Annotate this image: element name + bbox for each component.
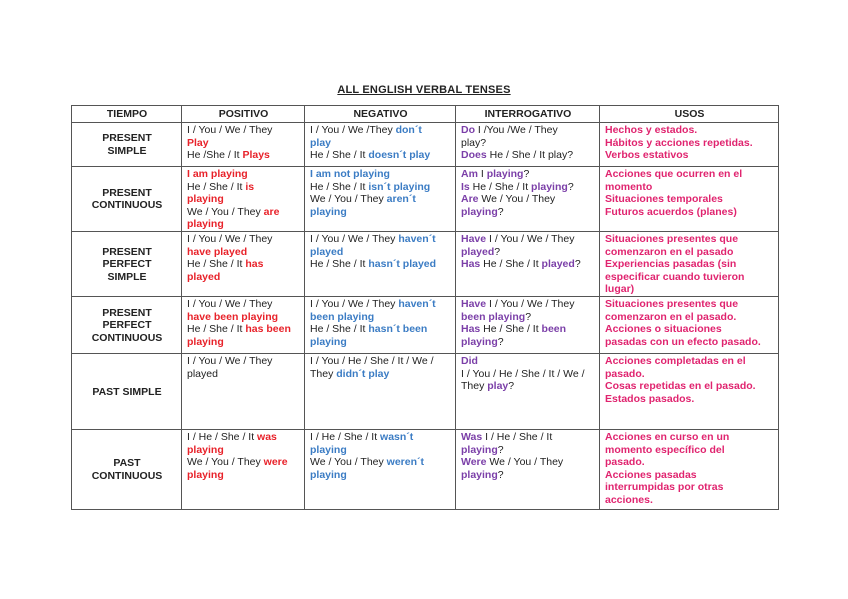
positive-cell <box>182 429 305 509</box>
example-line <box>187 233 300 246</box>
use-line: Acciones completadas en el <box>605 354 746 367</box>
example-text: played <box>541 258 575 271</box>
example-text: ? <box>497 335 504 348</box>
example-text: wasn´t <box>380 430 414 443</box>
example-line <box>187 431 300 444</box>
example-line <box>187 271 300 284</box>
example-line <box>461 456 595 469</box>
example-text: been <box>541 323 567 336</box>
negative-cell <box>305 353 456 429</box>
example-line <box>187 193 300 206</box>
example-text: playing <box>187 218 224 231</box>
example-line <box>187 298 300 311</box>
example-text: I / You / We / They <box>310 297 399 310</box>
example-text: We / You / They <box>310 456 387 469</box>
use-line: comenzaron en el pasado <box>605 245 734 258</box>
example-text: I / You / He / She / It / We / <box>461 367 585 380</box>
example-text: play <box>487 380 509 393</box>
tense-cell <box>72 123 182 167</box>
tense-name-line: PRESENT <box>102 245 152 258</box>
example-text: I / You / He / She / It / We / <box>310 354 434 367</box>
tense-cell <box>72 296 182 353</box>
use-line: Situaciones presentes que <box>605 297 739 310</box>
use-line: Situaciones temporales <box>605 193 723 206</box>
use-line: momento <box>605 180 653 193</box>
example-text: playing <box>461 443 498 456</box>
uses-cell <box>600 429 779 509</box>
example-text: playing <box>187 468 224 481</box>
example-line <box>461 137 595 150</box>
example-text: playing <box>461 205 498 218</box>
example-text: I / He / She / It <box>187 430 258 443</box>
example-text: Was <box>461 430 483 443</box>
negative-cell <box>305 296 456 353</box>
tense-name-line: PERFECT <box>102 258 152 271</box>
example-text: playing <box>461 335 498 348</box>
example-text: Does <box>461 149 487 162</box>
header-interrogativo: INTERROGATIVO <box>456 106 600 123</box>
example-text: hasn´t been <box>368 323 428 336</box>
use-line: pasadas con un efecto pasado. <box>605 335 761 348</box>
example-text: were <box>263 456 288 469</box>
page-title: ALL ENGLISH VERBAL TENSES <box>337 84 511 96</box>
example-text: playing <box>187 193 224 206</box>
tense-name-line: SIMPLE <box>107 145 147 157</box>
use-line: lugar) <box>605 283 635 296</box>
example-text: isn´t playing <box>368 180 431 193</box>
example-line <box>187 181 300 194</box>
use-line: especificar cuando tuvieron <box>605 270 745 283</box>
example-line <box>187 168 300 181</box>
example-text: is <box>245 180 255 193</box>
example-text: hasn´t played <box>368 258 437 271</box>
example-line <box>310 206 451 219</box>
example-line <box>310 469 451 482</box>
example-text: playing <box>531 180 568 193</box>
use-line: Hábitos y acciones repetidas. <box>605 136 753 149</box>
uses-cell <box>600 353 779 429</box>
example-line <box>310 258 451 271</box>
example-text: play? <box>461 136 487 149</box>
example-text: played <box>461 245 495 258</box>
example-text: played <box>187 270 221 283</box>
example-line <box>461 355 595 368</box>
example-text: ? <box>494 245 501 258</box>
example-line <box>187 456 300 469</box>
example-line <box>310 168 451 181</box>
example-line <box>187 149 300 162</box>
example-line <box>310 368 451 381</box>
use-line: Futuros acuerdos (planes) <box>605 205 737 218</box>
example-text: I /You /We / They <box>475 124 558 136</box>
example-text: He / She / It <box>480 323 542 336</box>
example-text: Did <box>461 354 478 367</box>
example-text: ? <box>525 310 532 323</box>
uses-cell <box>600 123 779 167</box>
example-text: I / You / We /They <box>310 124 396 136</box>
example-line <box>310 323 451 336</box>
example-line <box>187 323 300 336</box>
example-line <box>310 181 451 194</box>
positive-cell <box>182 296 305 353</box>
example-text: They <box>461 380 488 393</box>
tense-name-line: CONTINUOUS <box>91 469 163 482</box>
example-line <box>310 336 451 349</box>
example-line <box>310 456 451 469</box>
example-text: He / She / It <box>310 258 369 271</box>
example-text: He / She / It <box>310 323 369 336</box>
use-line: Hechos y estados. <box>605 124 698 136</box>
example-text: I <box>187 168 193 180</box>
example-line <box>461 311 595 324</box>
example-line <box>310 355 451 368</box>
example-line <box>187 469 300 482</box>
header-usos: USOS <box>600 106 779 123</box>
example-text: Has <box>461 323 481 336</box>
use-line: Acciones en curso en un <box>605 430 730 443</box>
negative-cell <box>305 231 456 296</box>
example-line <box>187 444 300 457</box>
tense-name-line: SIMPLE <box>107 270 147 283</box>
use-line: Situaciones presentes que <box>605 232 739 245</box>
example-text: He / She / It <box>187 323 246 336</box>
example-text: Have <box>461 232 487 245</box>
uses-cell <box>600 167 779 232</box>
example-line <box>310 311 451 324</box>
example-text: I / You / We / They <box>486 232 575 245</box>
tense-cell <box>72 353 182 429</box>
example-line <box>461 233 595 246</box>
example-line <box>461 206 595 219</box>
example-text: been playing <box>310 310 375 323</box>
example-line <box>187 336 300 349</box>
example-text: Do <box>461 124 475 136</box>
uses-cell <box>600 296 779 353</box>
example-text: I / He / She / It <box>482 430 553 443</box>
example-text: Plays <box>242 149 270 162</box>
example-line <box>187 246 300 259</box>
use-line: pasado. <box>605 456 645 469</box>
example-line <box>461 168 595 181</box>
use-line: Verbos estativos <box>605 149 689 162</box>
example-line <box>461 124 595 137</box>
header-positivo: POSITIVO <box>182 106 305 123</box>
example-line <box>187 124 300 137</box>
example-text: He / She / It <box>469 180 532 193</box>
example-line <box>461 431 595 444</box>
example-text: Has <box>461 258 481 271</box>
tense-name-line: CONTINUOUS <box>91 199 163 212</box>
example-line <box>310 193 451 206</box>
positive-cell <box>182 167 305 232</box>
use-line: Experiencias pasadas (sin <box>605 258 737 271</box>
example-text: He / She / It <box>187 180 246 193</box>
example-text: We / You / They <box>310 193 387 206</box>
example-line <box>461 149 595 162</box>
tense-name-line: PRESENT <box>102 132 152 145</box>
example-text: playing <box>310 468 347 481</box>
example-text: am playing <box>192 168 248 180</box>
tense-name-line: CONTINUOUS <box>91 331 163 344</box>
table-row <box>72 231 779 296</box>
example-text: playing <box>310 205 347 218</box>
example-text: He / She / It play? <box>486 149 574 162</box>
example-text: I <box>477 168 487 180</box>
example-line <box>310 444 451 457</box>
example-line <box>461 380 595 393</box>
example-text: haven´t <box>398 297 436 310</box>
example-line <box>187 206 300 219</box>
table-row <box>72 123 779 167</box>
example-line <box>187 355 300 368</box>
tense-cell <box>72 167 182 232</box>
tense-cell <box>72 429 182 509</box>
example-text: He /She / It <box>187 149 243 162</box>
example-text: I / You / We / They <box>187 297 273 310</box>
header-tiempo: TIEMPO <box>72 106 182 123</box>
negative-cell <box>305 167 456 232</box>
use-line: Estados pasados. <box>605 392 695 405</box>
example-line <box>461 336 595 349</box>
use-line: pasado. <box>605 367 645 380</box>
example-text: been playing <box>461 310 526 323</box>
example-text: played <box>310 245 344 258</box>
interrogative-cell <box>456 296 600 353</box>
example-line <box>310 246 451 259</box>
example-text: weren´t <box>386 456 425 469</box>
example-text: Am <box>461 168 478 180</box>
header-negativo: NEGATIVO <box>305 106 456 123</box>
example-line <box>461 193 595 206</box>
example-text: playing <box>461 468 498 481</box>
tense-name-line: PAST <box>113 457 141 470</box>
interrogative-cell <box>456 353 600 429</box>
example-text: I / He / She / It <box>310 430 381 443</box>
example-text: I / You / We / They <box>187 232 273 245</box>
example-text: playing <box>310 335 347 348</box>
tense-cell <box>72 231 182 296</box>
example-line <box>310 149 451 162</box>
uses-cell <box>600 231 779 296</box>
example-text: We / You / They <box>187 205 264 218</box>
example-text: playing <box>187 335 224 348</box>
example-text: play <box>310 136 332 149</box>
example-line <box>187 137 300 150</box>
tense-name-line: PERFECT <box>102 319 152 332</box>
negative-cell <box>305 123 456 167</box>
use-line: Acciones o situaciones <box>605 323 722 336</box>
example-text: ? <box>523 168 530 180</box>
example-text: Have <box>461 297 487 310</box>
example-line <box>310 137 451 150</box>
example-line <box>461 368 595 381</box>
use-line: momento específico del <box>605 443 725 456</box>
example-text: ? <box>497 205 504 218</box>
tense-name-line: PRESENT <box>102 186 152 199</box>
example-text: Is <box>461 180 470 193</box>
use-line: Acciones que ocurren en el <box>605 168 743 180</box>
example-line <box>461 258 595 271</box>
example-line <box>310 124 451 137</box>
interrogative-cell <box>456 429 600 509</box>
table-header-row <box>72 106 779 123</box>
example-line <box>461 181 595 194</box>
example-text: He / She / It <box>480 258 542 271</box>
example-text: has <box>245 258 264 271</box>
example-text: are <box>263 205 280 218</box>
example-line <box>310 233 451 246</box>
example-text: aren´t <box>386 193 416 206</box>
example-line <box>461 444 595 457</box>
example-text: We / You / They <box>478 193 556 206</box>
example-text: I am not playing <box>310 168 390 180</box>
example-text: didn´t play <box>336 367 390 380</box>
example-text: ? <box>574 258 581 271</box>
example-line <box>187 368 300 381</box>
use-line: Acciones pasadas <box>605 468 697 481</box>
interrogative-cell <box>456 231 600 296</box>
use-line: comenzaron en el pasado. <box>605 310 737 323</box>
example-line <box>187 311 300 324</box>
example-line <box>310 298 451 311</box>
example-line <box>461 246 595 259</box>
tense-name-line: PRESENT <box>102 306 152 319</box>
table-row <box>72 353 779 429</box>
example-text: haven´t <box>398 232 436 245</box>
example-text: Play <box>187 136 209 149</box>
use-line: acciones. <box>605 493 653 506</box>
use-line: interrumpidas por otras <box>605 481 724 494</box>
tenses-table <box>71 105 779 510</box>
example-text: They <box>310 367 337 380</box>
example-text: playing <box>187 443 224 456</box>
example-text: doesn´t play <box>368 149 431 162</box>
table-row <box>72 296 779 353</box>
example-line <box>461 298 595 311</box>
example-line <box>310 431 451 444</box>
positive-cell <box>182 231 305 296</box>
example-text: was <box>257 430 277 443</box>
example-line <box>461 323 595 336</box>
example-text: Were <box>461 456 487 469</box>
negative-cell <box>305 429 456 509</box>
example-text: ? <box>567 180 574 193</box>
example-text: I / You / We / They <box>187 124 273 136</box>
example-line <box>461 469 595 482</box>
example-text: have been playing <box>187 310 279 323</box>
positive-cell <box>182 123 305 167</box>
positive-cell <box>182 353 305 429</box>
use-line: Cosas repetidas en el pasado. <box>605 380 756 393</box>
example-text: I / You / We / They <box>187 354 273 367</box>
example-text: He / She / It <box>310 180 369 193</box>
example-text: He / She / It <box>310 149 369 162</box>
example-text: I / You / We / They <box>310 232 399 245</box>
example-text: ? <box>497 443 504 456</box>
example-line <box>187 218 300 231</box>
example-text: Are <box>461 193 479 206</box>
interrogative-cell <box>456 123 600 167</box>
example-text: don´t <box>395 124 422 136</box>
example-text: played <box>187 367 218 380</box>
example-text: have played <box>187 245 248 258</box>
example-text: ? <box>508 380 515 393</box>
example-text: We / You / They <box>486 456 564 469</box>
example-text: I / You / We / They <box>486 297 575 310</box>
example-line <box>187 258 300 271</box>
example-text: has been <box>245 323 291 336</box>
example-text: playing <box>310 443 347 456</box>
table-row <box>72 167 779 232</box>
example-text: ? <box>497 468 504 481</box>
table-row <box>72 429 779 509</box>
example-text: playing <box>486 168 524 180</box>
example-text: He / She / It <box>187 258 246 271</box>
interrogative-cell <box>456 167 600 232</box>
example-text: We / You / They <box>187 456 264 469</box>
tense-name-line: PAST SIMPLE <box>92 385 162 398</box>
